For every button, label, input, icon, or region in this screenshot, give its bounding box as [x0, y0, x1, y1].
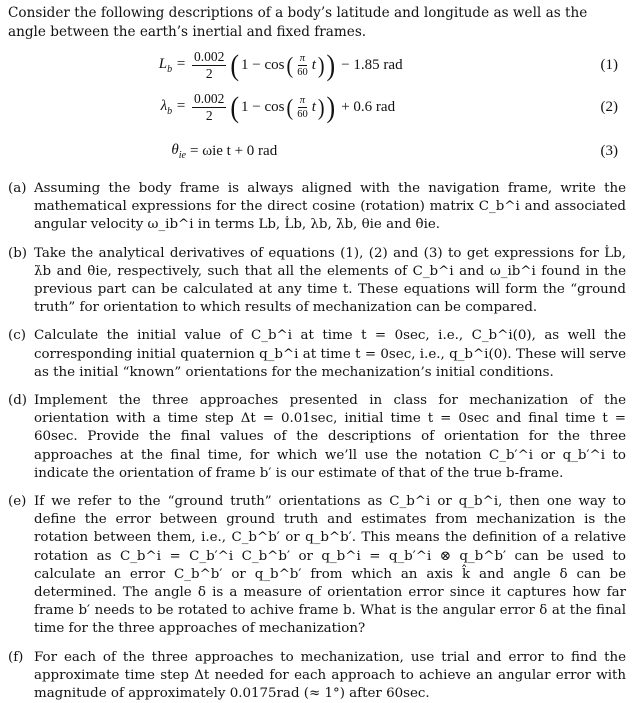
- equation-1-tail: − 1.85 rad: [341, 57, 403, 73]
- equation-1: $L_b$ = $\frac{0.002}{2}$ ( 1 − cos ( $\frac{\pi}{60}$ t ) ) − 1.85 rad (1): [8, 50, 626, 81]
- part-e-text: If we refer to the “ground truth” orientations as C_b^i or q_b^i, then one way to define the error between ground truth and estimates from mechanization is the rotation between them, i.e., C_b^b′ or q_b^b′. This means the definition of a relative rotation as C_b^i = C_b′^i C_b^b′ or q_b^i = q_b′^i ⊗ q_b^b′ can be used to calculate an error C_b^b′ or q_b^b′ from which an axis k̂ and angle δ can be determined. The angle δ is a measure of orientation error since it captures how far frame b′ needs to be rotated to achive frame b. What is the angular error δ at the final time for the three approaches of mechanization?: [34, 494, 626, 637]
- equation-3-number: (3): [600, 143, 618, 159]
- part-a: [8, 180, 626, 235]
- equation-1-number: (1): [600, 57, 618, 73]
- question-parts-list: [8, 180, 626, 703]
- intro-paragraph: Consider the following descriptions of a body’s latitude and longitude as well as the angle between the earth’s inertial and fixed frames.: [8, 5, 588, 40]
- equation-2-number: (2): [600, 99, 618, 115]
- equation-3-rhs: = ωie t + 0 rad: [190, 143, 278, 159]
- part-c: [8, 327, 626, 382]
- part-d-text: Implement the three approaches presented in class for mechanization of the orientation with a time step Δt = 0.01sec, initial time t = 0sec and final time t = 60sec. Provide the final values of the descriptions of orientation for the three approaches at the final time, for which we’ll use the notation C_b′^i or q_b′^i to indicate the orientation of frame b′ is our estimate of that of the true b-frame.: [34, 393, 626, 481]
- equation-1-coefficient: $\frac{0.002}{2}$: [194, 49, 225, 81]
- equation-2-pi-fraction: $\frac{\pi}{60}$: [297, 95, 308, 120]
- part-b-text: Take the analytical derivatives of equations (1), (2) and (3) to get expressions for L̇b, λ̇b and θ̇ie, respectively, such that all the elements of C_b^i and ω_ib^i found in the previous part can be calculated at any time t. These equations will form the “ground truth” for orientation to which results of mechanization can be compared.: [34, 245, 626, 316]
- part-e-label: (e): [8, 494, 27, 510]
- equation-3-lhs: $\theta_{ie}$: [171, 142, 186, 161]
- equation-2-coefficient: $\frac{0.002}{2}$: [194, 91, 225, 123]
- equation-2-inner: 1 − cos: [241, 99, 285, 115]
- part-c-text: Calculate the initial value of C_b^i at time t = 0sec, i.e., C_b^i(0), as well the corresponding initial quaternion q_b^i at time t = 0sec, i.e., q_b^i(0). These will serve as the initial “known” orientations for the mechanization’s initial conditions.: [34, 328, 626, 380]
- part-f-label: (f): [8, 649, 24, 665]
- part-f: [8, 649, 626, 703]
- equation-2-lhs: $\lambda_b$ =: [160, 98, 186, 117]
- part-a-text: Assuming the body frame is always aligned with the navigation frame, write the mathematical expressions for the direct cosine (rotation) matrix C_b^i and associated angular velocity ω_ib^i in terms Lb, L̇b, λb, λ̇b, θie and θ̇ie.: [34, 181, 626, 233]
- equation-3: [8, 142, 626, 161]
- part-e: [8, 493, 626, 639]
- part-a-label: (a): [8, 181, 27, 196]
- equation-1-pi-fraction: $\frac{\pi}{60}$: [297, 53, 308, 78]
- part-d-label: (d): [8, 393, 28, 409]
- equation-2: $\lambda_b$ = $\frac{0.002}{2}$ ( 1 − cos ( $\frac{\pi}{60}$ t ) ) + 0.6 rad (2): [8, 92, 626, 123]
- part-b: [8, 245, 626, 318]
- equation-1-lhs: $L_b$ =: [158, 56, 186, 75]
- part-d: [8, 392, 626, 483]
- part-f-text: For each of the three approaches to mechanization, use trial and error to find the approximate time step Δt needed for each approach to achieve an angular error with magnitude of approximately 0.0175rad (≈ 1°) after 60sec.: [34, 649, 626, 702]
- equation-1-inner: 1 − cos: [241, 57, 285, 73]
- part-c-label: (c): [8, 328, 26, 344]
- part-b-label: (b): [8, 245, 28, 261]
- equation-block: [8, 48, 626, 170]
- equation-2-tail: + 0.6 rad: [341, 99, 396, 115]
